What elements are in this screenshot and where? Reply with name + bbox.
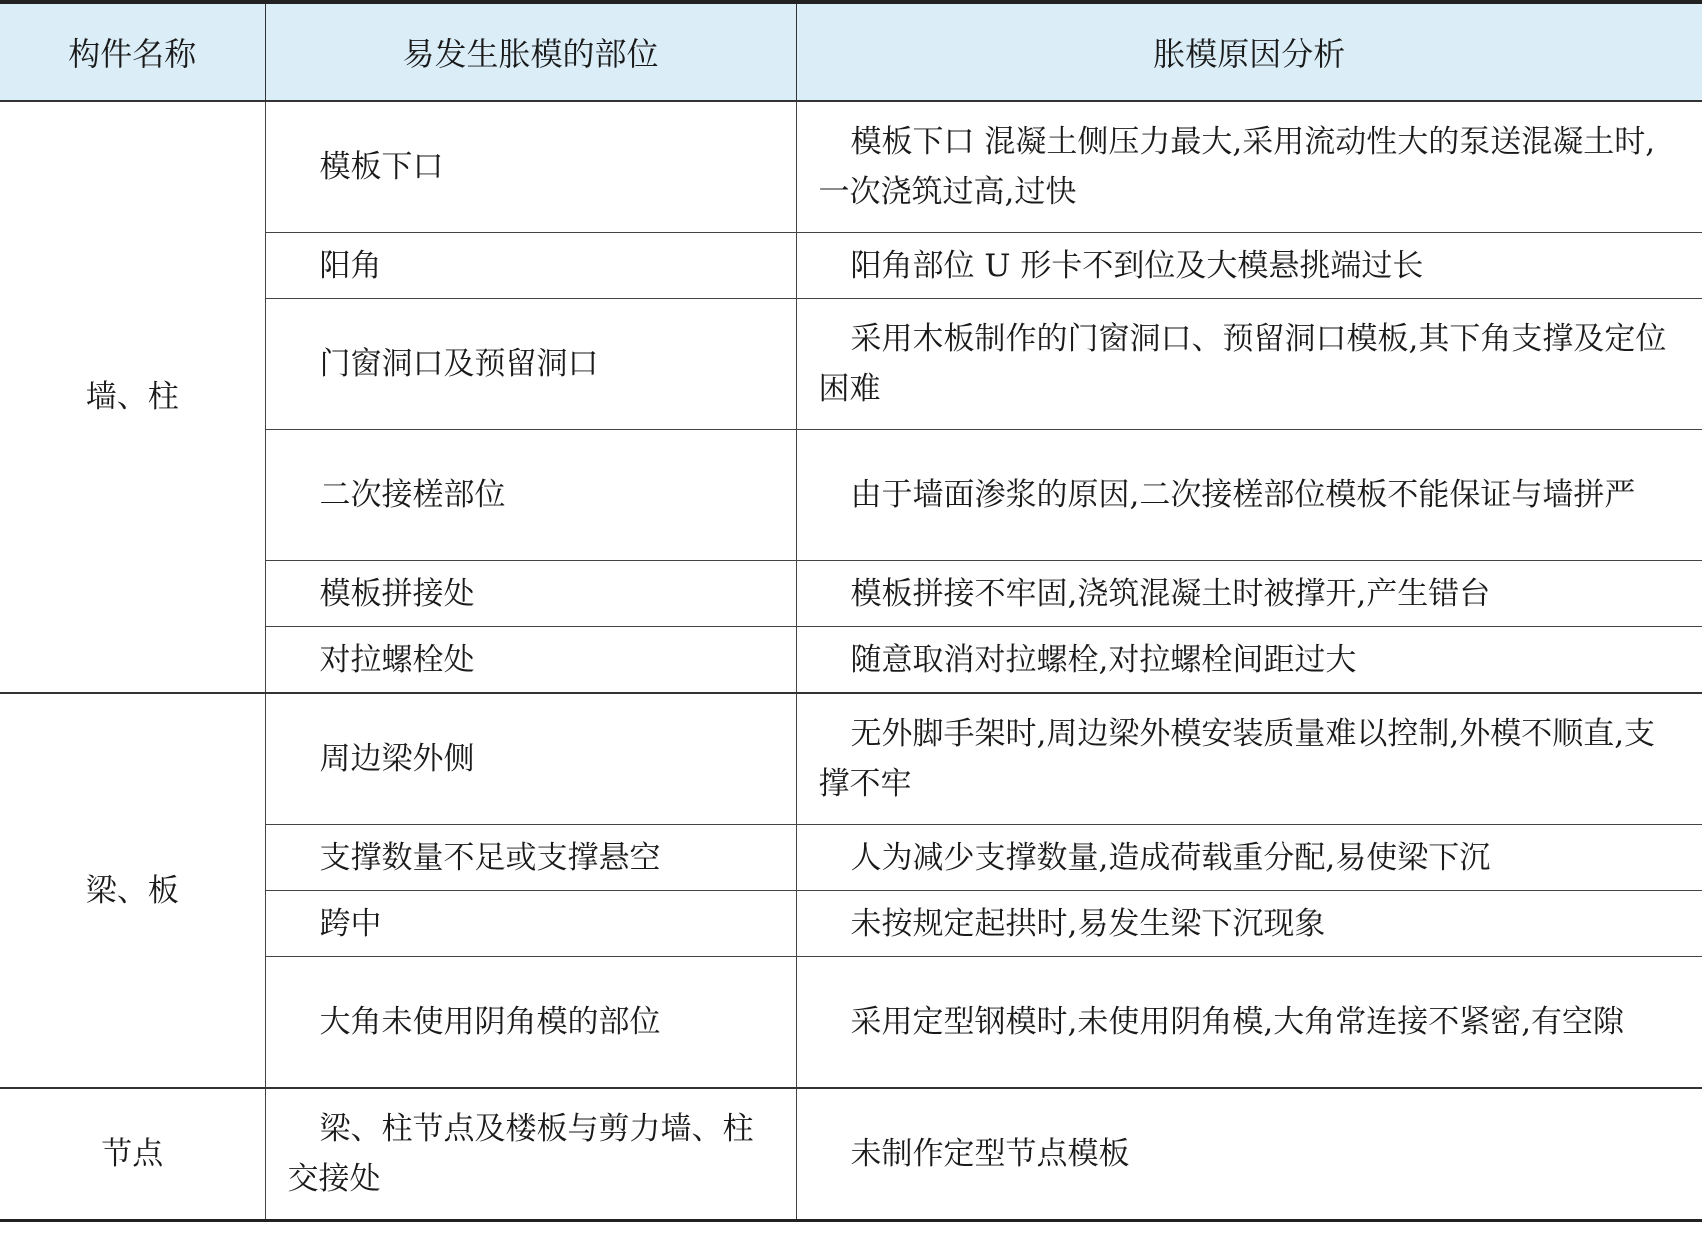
part-cell: 周边梁外侧 — [265, 693, 796, 825]
header-member: 构件名称 — [0, 2, 265, 101]
reason-cell: 未制作定型节点模板 — [796, 1088, 1702, 1221]
reason-cell: 阳角部位 U 形卡不到位及大模悬挑端过长 — [796, 233, 1702, 299]
part-cell: 支撑数量不足或支撑悬空 — [265, 825, 796, 891]
reason-cell: 随意取消对拉螺栓,对拉螺栓间距过大 — [796, 627, 1702, 694]
part-cell: 模板下口 — [265, 101, 796, 233]
reason-cell: 人为减少支撑数量,造成荷载重分配,易使梁下沉 — [796, 825, 1702, 891]
reason-cell: 由于墙面渗浆的原因,二次接槎部位模板不能保证与墙拼严 — [796, 430, 1702, 561]
member-cell: 梁、板 — [0, 693, 265, 1088]
part-cell: 模板拼接处 — [265, 561, 796, 627]
table-row — [0, 693, 1702, 825]
reason-cell: 采用定型钢模时,未使用阴角模,大角常连接不紧密,有空隙 — [796, 957, 1702, 1089]
member-cell: 墙、柱 — [0, 101, 265, 693]
part-cell: 大角未使用阴角模的部位 — [265, 957, 796, 1089]
part-cell: 对拉螺栓处 — [265, 627, 796, 694]
reason-cell: 未按规定起拱时,易发生梁下沉现象 — [796, 891, 1702, 957]
header-reason: 胀模原因分析 — [796, 2, 1702, 101]
reason-cell: 模板拼接不牢固,浇筑混凝土时被撑开,产生错台 — [796, 561, 1702, 627]
reason-cell: 模板下口 混凝土侧压力最大,采用流动性大的泵送混凝土时,一次浇筑过高,过快 — [796, 101, 1702, 233]
reason-cell: 采用木板制作的门窗洞口、预留洞口模板,其下角支撑及定位困难 — [796, 299, 1702, 430]
table-row — [0, 1088, 1702, 1221]
member-cell: 节点 — [0, 1088, 265, 1221]
part-cell: 梁、柱节点及楼板与剪力墙、柱交接处 — [265, 1088, 796, 1221]
header-row — [0, 2, 1702, 101]
part-cell: 跨中 — [265, 891, 796, 957]
part-cell: 门窗洞口及预留洞口 — [265, 299, 796, 430]
reason-cell: 无外脚手架时,周边梁外模安装质量难以控制,外模不顺直,支撑不牢 — [796, 693, 1702, 825]
part-cell: 阳角 — [265, 233, 796, 299]
table-row — [0, 101, 1702, 233]
header-part: 易发生胀模的部位 — [265, 2, 796, 101]
part-cell: 二次接槎部位 — [265, 430, 796, 561]
